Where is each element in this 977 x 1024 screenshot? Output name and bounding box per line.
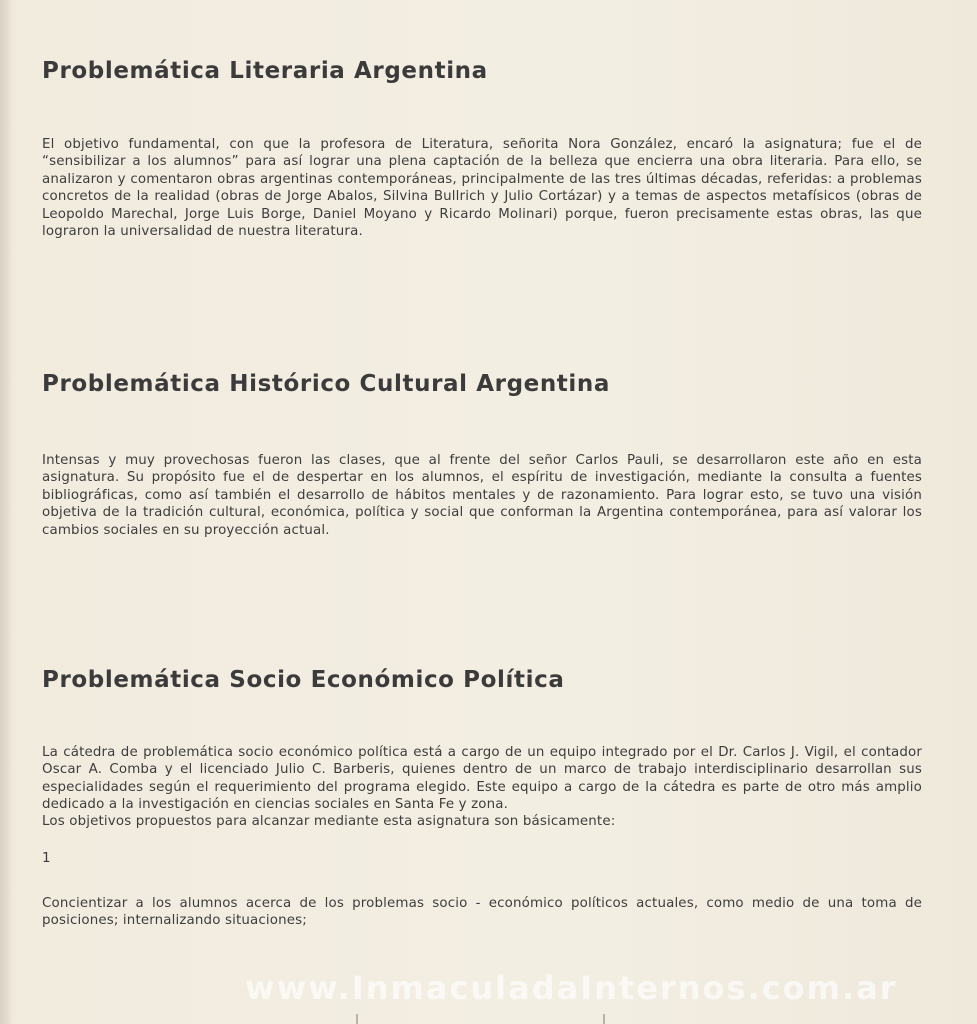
watermark: www.InmaculadaInternos.com.ar bbox=[245, 969, 898, 1007]
section-body: La cátedra de problemática socio económico política está a cargo de un equipo integrado por el Dr. Carlos J. Vigil, el contador Oscar A. Comba y el licenciado Julio C. Barberis, quienes dentro de un marco de trabajo interdisciplinario desarrollan sus especialidades según el requerimiento del programa elegido. Este equipo a cargo de la cátedra es parte de otro más amplio dedicado a la investigación en ciencias sociales en Santa Fe y zona. bbox=[42, 745, 922, 813]
page-edge-mark bbox=[603, 1014, 605, 1024]
objectives-intro: Los objetivos propuestos para alcanzar mediante esta asignatura son básicamente: bbox=[42, 814, 616, 829]
section-literaria bbox=[42, 58, 922, 240]
list-item-number: 1 bbox=[42, 851, 51, 866]
section-body: Intensas y muy provechosas fueron las clases, que al frente del señor Carlos Pauli, se desarrollaron este año en esta asignatura. Su propósito fue el de despertar en los alumnos, el espíritu de investigación, mediante la consulta a fuentes bibliográficas, como así también el desarrollo de hábitos mentales y de razonamiento. Para lograr esto, se tuvo una visión objetiva de la tradición cultural, económica, política y social que conforman la Argentina contemporánea, para así valorar los cambios sociales en su proyección actual. bbox=[42, 453, 922, 538]
section-title: Problemática Histórico Cultural Argentina bbox=[42, 371, 610, 397]
section-historico-cultural bbox=[42, 371, 922, 538]
section-title: Problemática Socio Económico Política bbox=[42, 667, 565, 693]
section-body: El objetivo fundamental, con que la profesora de Literatura, señorita Nora González, encaró la asignatura; fue el de “sensibilizar a los alumnos” para así lograr una plena captación de la belleza que encierra una obra literaria. Para ello, se analizaron y comentaron obras argentinas contemporáneas, principalmente de las tres últimas décadas, referidas: a problemas concretos de la realidad (obras de Jorge Abalos, Silvina Bullrich y Julio Cortázar) y a temas de aspectos metafísicos (obras de Leopoldo Marechal, Jorge Luis Borge, Daniel Moyano y Ricardo Molinari) porque, fueron precisamente estas obras, las que lograron la universalidad de nuestra literatura. bbox=[42, 137, 922, 240]
binding-shadow bbox=[0, 0, 12, 1024]
list-item-text: Concientizar a los alumnos acerca de los problemas socio - económico políticos actuales, como medio de una toma de posiciones; internalizando situaciones; bbox=[42, 896, 922, 929]
page-edge-mark bbox=[356, 1014, 358, 1024]
section-socio-economico bbox=[42, 667, 922, 929]
section-title: Problemática Literaria Argentina bbox=[42, 58, 488, 84]
